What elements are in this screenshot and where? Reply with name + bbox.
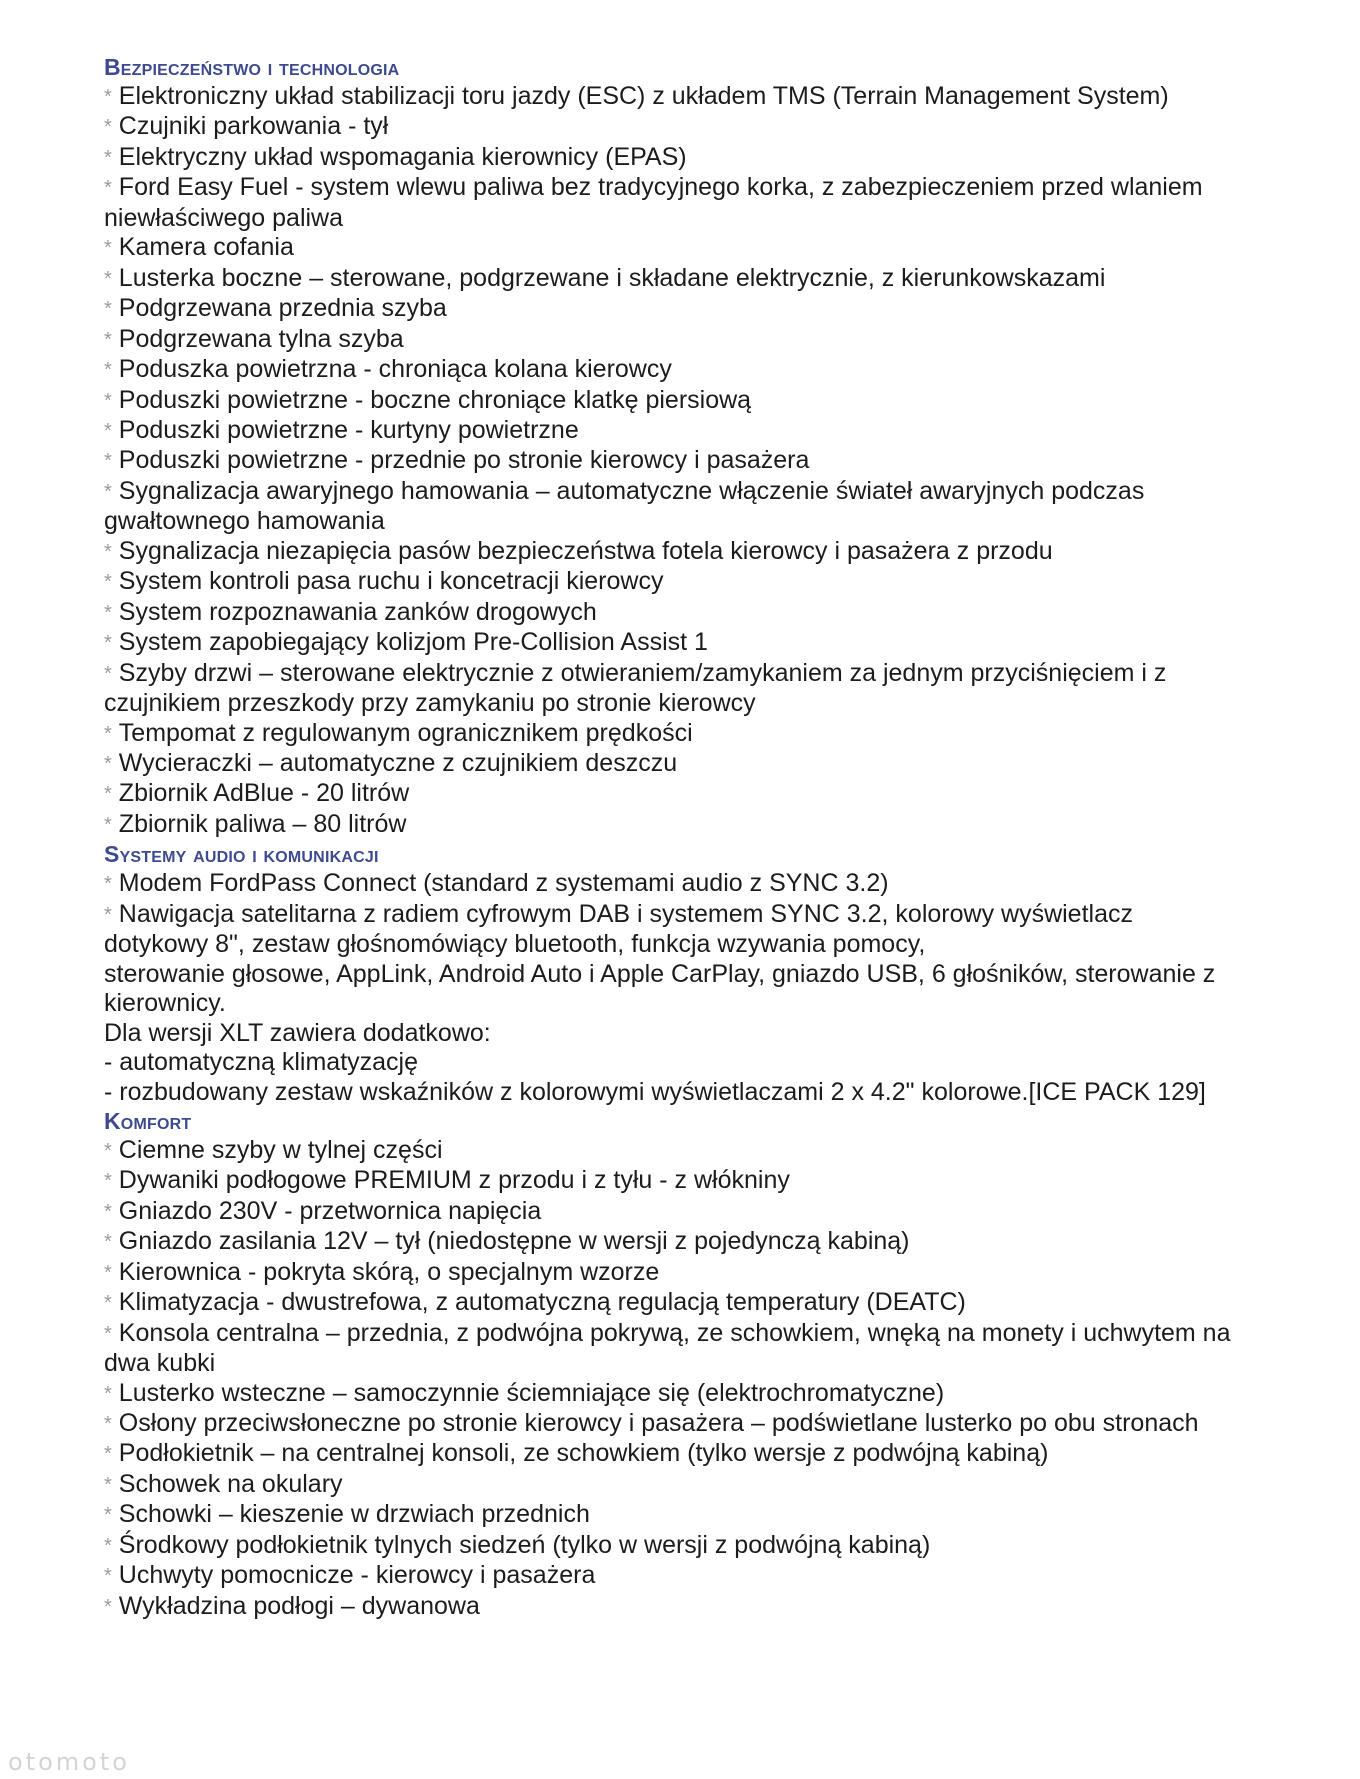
- bullet-asterisk-icon: *: [104, 1504, 112, 1527]
- list-item-text: Schowek na okulary: [118, 1469, 343, 1498]
- bullet-asterisk-icon: *: [104, 1292, 112, 1315]
- section-heading: Bezpieczeństwo i technologia: [104, 54, 400, 80]
- bullet-asterisk-icon: *: [104, 419, 112, 442]
- list-item-text: Elektroniczny układ stabilizacji toru jazdy (ESC) z układem TMS (Terrain Management System): [118, 82, 1169, 110]
- list-item-text: Sygnalizacja awaryjnego hamowania – automatyczne włączenie świateł awaryjnych podczas: [118, 476, 1145, 505]
- list-item: [104, 900, 1334, 930]
- list-item-text: - automatyczną klimatyzację: [104, 1048, 419, 1077]
- list-item: [104, 1166, 1334, 1196]
- list-item-text: czujnikiem przeszkody przy zamykaniu po stronie kierowcy: [104, 689, 756, 718]
- list-item-text: Poduszki powietrzne - kurtyny powietrzne: [118, 415, 579, 444]
- list-item-text: Poduszki powietrzne - przednie po stronie kierowcy i pasażera: [118, 446, 810, 475]
- list-item-text: Ford Easy Fuel - system wlewu paliwa bez tradycyjnego korka, z zabezpieczeniem przed wlaniem: [118, 173, 1203, 202]
- list-item-text: Tempomat z regulowanym ogranicznikem prędkości: [118, 718, 693, 747]
- list-item-text: Poduszka powietrzna - chroniąca kolana kierowcy: [118, 355, 672, 384]
- list-item-text: Gniazdo zasilania 12V – tył (niedostępne w wersji z pojedynczą kabiną): [118, 1227, 910, 1256]
- bullet-asterisk-icon: *: [104, 903, 112, 926]
- bullet-asterisk-icon: *: [104, 1413, 112, 1436]
- bullet-asterisk-icon: *: [104, 601, 112, 624]
- list-item-text: sterowanie głosowe, AppLink, Android Auto i Apple CarPlay, gniazdo USB, 6 głośników, sterowanie z: [104, 959, 1216, 988]
- list-item-text: Wycieraczki – automatyczne z czujnikiem deszczu: [118, 748, 678, 777]
- bullet-asterisk-icon: *: [104, 450, 112, 473]
- list-item-continuation: [104, 507, 1334, 536]
- list-item-text: Sygnalizacja niezapięcia pasów bezpieczeństwa fotela kierowcy i pasażera z przodu: [118, 536, 1053, 565]
- list-item: [104, 1227, 1334, 1257]
- bullet-asterisk-icon: *: [104, 632, 112, 655]
- bullet-asterisk-icon: *: [104, 298, 112, 321]
- list-item: [104, 112, 1334, 142]
- bullet-asterisk-icon: *: [104, 783, 112, 806]
- list-item-text: Lusterka boczne – sterowane, podgrzewane i składane elektrycznie, z kierunkowskazami: [118, 263, 1106, 292]
- list-item: [104, 143, 1334, 173]
- list-item-text: Gniazdo 230V - przetwornica napięcia: [118, 1196, 542, 1225]
- list-item-text: Konsola centralna – przednia, z podwójna pokrywą, ze schowkiem, wnęką na monety i uchwytem na: [118, 1318, 1231, 1347]
- list-item: [104, 869, 1334, 899]
- list-item-text: Nawigacja satelitarna z radiem cyfrowym DAB i systemem SYNC 3.2, kolorowy wyświetlacz: [118, 899, 1133, 928]
- bullet-asterisk-icon: *: [104, 1200, 112, 1223]
- list-item-continuation: [104, 689, 1334, 718]
- watermark-logo: otomoto: [8, 1748, 130, 1776]
- bullet-asterisk-icon: *: [104, 1473, 112, 1496]
- bullet-asterisk-icon: *: [104, 146, 112, 169]
- list-item-text: Szyby drzwi – sterowane elektrycznie z otwieraniem/zamykaniem za jednym przyciśnięciem i z: [118, 658, 1167, 687]
- list-item-text: Ciemne szyby w tylnej części: [118, 1135, 443, 1164]
- bullet-asterisk-icon: *: [104, 359, 112, 382]
- list-item-text: Podgrzewana przednia szyba: [118, 294, 447, 323]
- list-item-continuation: [104, 930, 1334, 959]
- list-item-text: System zapobiegający kolizjom Pre-Collision Assist 1: [118, 628, 708, 657]
- bullet-asterisk-icon: *: [104, 1322, 112, 1345]
- list-item-text: Zbiornik paliwa – 80 litrów: [118, 809, 407, 838]
- bullet-asterisk-icon: *: [104, 1565, 112, 1588]
- list-item-text: Schowki – kieszenie w drzwiach przednich: [118, 1500, 590, 1529]
- list-item: [104, 416, 1334, 446]
- list-item: [104, 779, 1334, 809]
- list-item-continuation: [104, 1349, 1334, 1378]
- list-item-text: Osłony przeciwsłoneczne po stronie kierowcy i pasażera – podświetlane lusterko po obu stronach: [118, 1409, 1199, 1438]
- list-item: [104, 1470, 1334, 1500]
- bullet-asterisk-icon: *: [104, 177, 112, 200]
- list-item: [104, 446, 1334, 476]
- bullet-asterisk-icon: *: [104, 1170, 112, 1193]
- list-item: [104, 477, 1334, 507]
- list-item-text: Poduszki powietrzne - boczne chroniące klatkę piersiową: [118, 385, 752, 414]
- bullet-asterisk-icon: *: [104, 1443, 112, 1466]
- list-item-continuation: [104, 1048, 1334, 1077]
- list-item-text: Uchwyty pomocnicze - kierowcy i pasażera: [118, 1561, 596, 1590]
- list-item: [104, 659, 1334, 689]
- bullet-asterisk-icon: *: [104, 328, 112, 351]
- list-item-text: Lusterko wsteczne – samoczynnie ściemniające się (elektrochromatyczne): [118, 1378, 945, 1407]
- bullet-asterisk-icon: *: [104, 1595, 112, 1618]
- bullet-asterisk-icon: *: [104, 1534, 112, 1557]
- bullet-asterisk-icon: *: [104, 480, 112, 503]
- bullet-asterisk-icon: *: [104, 267, 112, 290]
- list-item-text: Modem FordPass Connect (standard z systemami audio z SYNC 3.2): [118, 869, 889, 898]
- list-item: [104, 1500, 1334, 1530]
- bullet-asterisk-icon: *: [104, 813, 112, 836]
- list-item-text: Klimatyzacja - dwustrefowa, z automatyczną regulacją temperatury (DEATC): [118, 1288, 966, 1317]
- section-heading: Systemy audio i komunikacji: [104, 841, 379, 868]
- list-item-continuation: [104, 960, 1334, 989]
- list-item: [104, 1439, 1334, 1469]
- list-item: [104, 1319, 1334, 1349]
- list-item-text: Czujniki parkowania - tył: [118, 112, 389, 141]
- bullet-asterisk-icon: *: [104, 662, 112, 685]
- bullet-asterisk-icon: *: [104, 1382, 112, 1405]
- bullet-asterisk-icon: *: [104, 1139, 112, 1162]
- list-item: [104, 386, 1334, 416]
- list-item-continuation: [104, 204, 1334, 233]
- list-item: [104, 1592, 1334, 1622]
- list-item-continuation: [104, 989, 1334, 1018]
- list-item: [104, 1136, 1334, 1166]
- list-item: [104, 628, 1334, 658]
- list-item-continuation: [104, 1019, 1334, 1048]
- list-item: [104, 325, 1334, 355]
- list-item-text: Elektryczny układ wspomagania kierownicy (EPAS): [118, 142, 687, 171]
- list-item: [104, 264, 1334, 294]
- list-item: [104, 810, 1334, 840]
- list-item: [104, 1288, 1334, 1318]
- list-item: [104, 1379, 1334, 1409]
- list-item-text: Środkowy podłokietnik tylnych siedzeń (tylko w wersji z podwójną kabiną): [118, 1530, 931, 1559]
- bullet-asterisk-icon: *: [104, 237, 112, 260]
- list-item: [104, 749, 1334, 779]
- bullet-asterisk-icon: *: [104, 752, 112, 775]
- list-item: [104, 567, 1334, 597]
- list-item-text: System kontroli pasa ruchu i koncetracji kierowcy: [118, 567, 664, 596]
- list-item: [104, 1561, 1334, 1591]
- list-item-text: Podgrzewana tylna szyba: [118, 324, 404, 353]
- list-item-continuation: [104, 1078, 1334, 1107]
- bullet-asterisk-icon: *: [104, 571, 112, 594]
- list-item: [104, 294, 1334, 324]
- list-item-text: Kamera cofania: [118, 233, 294, 262]
- bullet-asterisk-icon: *: [104, 1261, 112, 1284]
- list-item: [104, 355, 1334, 385]
- list-item-text: kierownicy.: [104, 989, 226, 1018]
- list-item-text: Kierownica - pokryta skórą, o specjalnym wzorze: [118, 1257, 660, 1286]
- bullet-asterisk-icon: *: [104, 1231, 112, 1254]
- list-item-text: Podłokietnik – na centralnej konsoli, ze schowkiem (tylko wersje z podwójną kabiną): [118, 1439, 1049, 1468]
- bullet-asterisk-icon: *: [104, 86, 112, 108]
- list-item-text: niewłaściwego paliwa: [104, 203, 344, 232]
- equipment-document: [104, 53, 1334, 1622]
- list-item: [104, 1197, 1334, 1227]
- list-item-text: dotykowy 8", zestaw głośnomówiący bluetooth, funkcja wzywania pomocy,: [104, 930, 926, 959]
- list-item: [104, 1531, 1334, 1561]
- list-item-text: System rozpoznawania zanków drogowych: [118, 597, 597, 626]
- list-item: [104, 233, 1334, 263]
- list-item-text: Wykładzina podłogi – dywanowa: [118, 1591, 480, 1620]
- list-item-text: Dla wersji XLT zawiera dodatkowo:: [104, 1018, 491, 1047]
- list-item: [104, 719, 1334, 749]
- list-item: [104, 537, 1334, 567]
- list-item: [104, 1409, 1334, 1439]
- list-item: [104, 1258, 1334, 1288]
- list-item-text: Zbiornik AdBlue - 20 litrów: [118, 779, 410, 808]
- bullet-asterisk-icon: *: [104, 540, 112, 563]
- list-item-text: Dywaniki podłogowe PREMIUM z przodu i z tyłu - z włókniny: [118, 1166, 790, 1195]
- list-item: [104, 173, 1334, 203]
- list-item-text: dwa kubki: [104, 1349, 216, 1378]
- list-item: [104, 82, 1334, 112]
- bullet-asterisk-icon: *: [104, 873, 112, 896]
- bullet-asterisk-icon: *: [104, 116, 112, 139]
- section-heading: Komfort: [104, 1107, 192, 1134]
- list-item-text: gwałtownego hamowania: [104, 507, 385, 536]
- list-item: [104, 598, 1334, 628]
- bullet-asterisk-icon: *: [104, 389, 112, 412]
- bullet-asterisk-icon: *: [104, 722, 112, 745]
- list-item-text: - rozbudowany zestaw wskaźników z kolorowymi wyświetlaczami 2 x 4.2" kolorowe.[ICE PACK 129]: [104, 1077, 1206, 1106]
